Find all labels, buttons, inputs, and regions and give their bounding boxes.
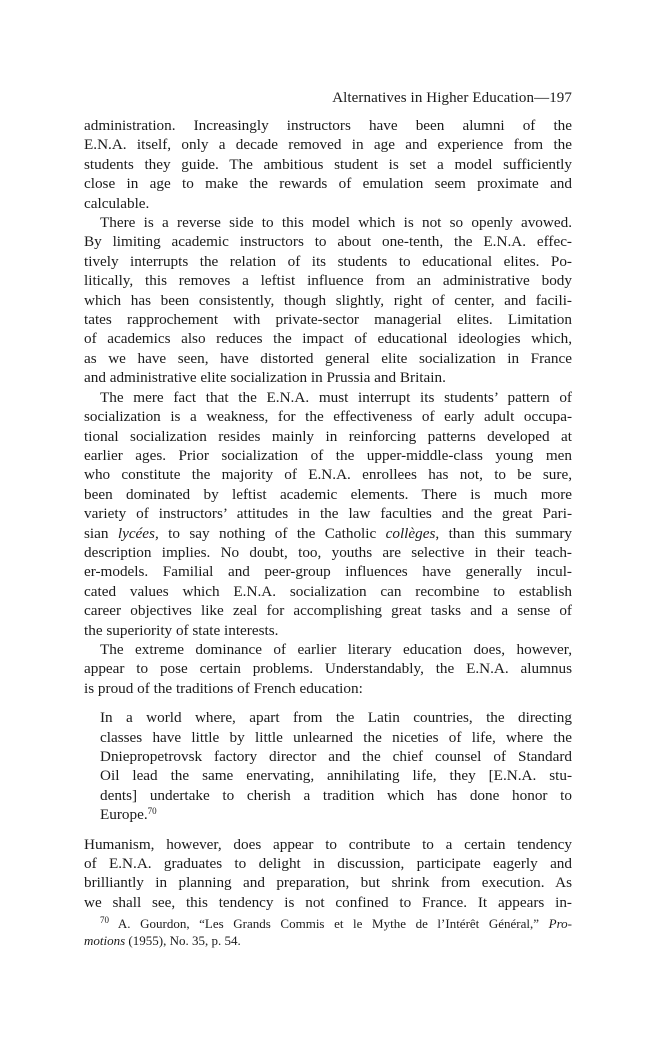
text-line: variety of instructors’ attitudes in the law faculties and the great Pari- [84,505,572,523]
text-line [84,524,572,543]
text-line: which has been consistently, though slightly, right of center, and facili- [84,291,572,309]
quote-text: Europe. [100,806,148,824]
text-line: The mere fact that the E.N.A. must interrupt its students’ pattern of [100,388,572,406]
body-text-continued [84,835,572,913]
text-line: E.N.A. itself, only a decade removed in age and experience from the [84,136,572,154]
text-line: By limiting academic instructors to about one-tenth, the E.N.A. effec- [84,233,572,251]
book-page [84,88,572,949]
text-line: is proud of the traditions of French education: [84,679,363,697]
paragraph-3 [84,388,572,640]
footnote-italic: motions [84,932,126,948]
footnote-marker: 70 [100,915,109,926]
text-run: , than this summary [435,524,572,542]
text-line: been dominated by leftist academic elements. There is much more [84,485,572,503]
text-line: administration. Increasingly instructors have been alumni of the [84,117,572,134]
text-line: earlier ages. Prior socialization of the upper-middle-class young men [84,446,572,464]
footnote-text: A. Gourdon, “Les Grands Commis et le Mythe de l’Intérêt Général,” [109,916,549,932]
text-line: we shall see, this tendency is not confined to France. It appears in- [84,893,572,911]
text-line: of E.N.A. graduates to delight in discussion, participate eagerly and [84,855,572,873]
text-line: er-models. Familial and peer-group influences have generally incul- [84,563,572,581]
text-run: , to say nothing of the Catholic [154,524,386,542]
text-line: socialization is a weakness, for the effectiveness of early adult occupa- [84,408,572,426]
text-line: brilliantly in planning and preparation, but shrink from execution. As [84,874,572,892]
running-head: Alternatives in Higher Education—197 [332,90,572,106]
text-line: tively interrupts the relation of its students to educational elites. Po- [84,252,572,270]
text-line: and administrative elite socialization in Prussia and Britain. [84,369,446,387]
text-line: There is a reverse side to this model which is not so openly avowed. [100,214,572,232]
text-line: the superiority of state interests. [84,621,279,639]
text-line: who constitute the majority of E.N.A. enrollees has not, to be sure, [84,466,572,484]
italic-term: lycées [117,524,155,542]
text-line: appear to pose certain problems. Understandably, the E.N.A. alumnus [84,660,572,678]
text-line: Humanism, however, does appear to contribute to a certain tendency [84,835,572,853]
italic-term: collèges [385,524,436,542]
footnote-reference: 70 [147,806,157,817]
footnote-line [84,916,572,933]
text-line: career objectives like zeal for accomplishing great tasks and a sense of [84,602,572,620]
text-line: tional socialization resides mainly in reinforcing patterns developed at [84,427,572,445]
quote-line [100,805,572,824]
text-line: tates rapprochement with private-sector managerial elites. Limitation [84,311,572,329]
paragraph-1 [84,116,572,213]
text-line: litically, this removes a leftist influence from an administrative body [84,272,572,290]
footnote-text: (1955), No. 35, p. 54. [125,932,241,948]
quote-line: Oil lead the same enervating, annihilating life, they [E.N.A. stu- [100,767,572,785]
text-line: of academics also reduces the impact of educational ideologies which, [84,330,572,348]
paragraph-5 [84,835,572,913]
text-line: students they guide. The ambitious student is set a model sufficiently [84,155,572,173]
block-quote [100,708,572,824]
text-line: close in age to make the rewards of emulation seem proximate and [84,175,572,193]
footnote [84,916,572,949]
quote-line: dents] undertake to cherish a tradition which has done honor to [100,786,572,804]
quote-line: classes have little by little unlearned the niceties of life, where the [100,728,572,746]
quote-line: In a world where, apart from the Latin countries, the directing [100,709,572,727]
text-line: cated values which E.N.A. socialization can recombine to establish [84,582,572,600]
paragraph-4 [84,640,572,698]
text-line: The extreme dominance of earlier literary education does, however, [100,640,572,658]
footnote-italic: Pro- [548,916,572,932]
text-line: description implies. No doubt, too, youths are selective in their teach- [84,543,572,561]
paragraph-2 [84,213,572,388]
quote-line: Dniepropetrovsk factory director and the chief counsel of Standard [100,748,572,765]
text-run: sian [84,524,118,542]
body-text [84,116,572,698]
text-line: calculable. [84,194,150,212]
footnote-line [84,933,572,950]
text-line: as we have seen, have distorted general elite socialization in France [84,349,572,367]
